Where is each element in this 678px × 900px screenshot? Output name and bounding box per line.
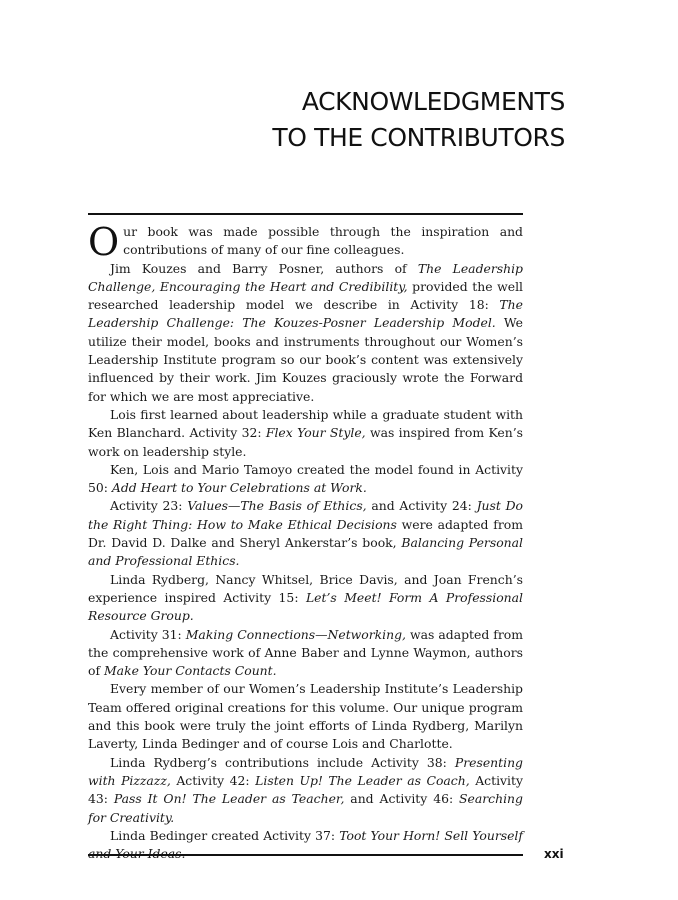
italic-title: The Leadership Challenge, Encouraging the Heart and Credibility, bbox=[88, 260, 523, 294]
italic-title: Balancing Personal and Professional Ethics. bbox=[88, 535, 523, 569]
text-run: Every member of our Women’s Leadership Institute’s Leadership Team offered original creations for this volume. Our unique program and this book were truly the joint efforts of Linda Rydberg, Marilyn Laverty, Linda Bedinger and of course Lois and Charlotte. bbox=[88, 681, 523, 752]
italic-title: Making Connections—Networking, bbox=[185, 626, 406, 642]
text-run: provided the well researched leadership model we describe in Activity 18: bbox=[88, 278, 523, 313]
paragraph-3 bbox=[88, 406, 523, 461]
paragraph-4 bbox=[88, 461, 523, 498]
text-run: was inspired from Ken’s work on leadership style. bbox=[88, 425, 523, 459]
paragraph-7 bbox=[88, 626, 523, 681]
top-rule bbox=[88, 213, 523, 215]
text-run: were adapted from Dr. David D. Dalke and Sheryl Ankerstar’s book, bbox=[88, 516, 523, 551]
text-run: Ken, Lois and Mario Tamoyo created the model found in Activity 50: bbox=[88, 461, 523, 496]
text-run: Activity 31: bbox=[110, 626, 186, 642]
text-run: Lois first learned about leadership while a graduate student with Ken Blanchard. Activity 32: bbox=[88, 406, 523, 441]
italic-title: Values—The Basis of Ethics, bbox=[187, 498, 367, 514]
italic-title: Pass It On! The Leader as Teacher, bbox=[113, 791, 345, 807]
paragraph-9 bbox=[88, 754, 523, 827]
text-run: was adapted from the comprehensive work of Anne Baber and Lynne Waymon, authors of bbox=[88, 626, 523, 679]
text-run: Jim Kouzes and Barry Posner, authors of bbox=[110, 260, 418, 276]
italic-title: Listen Up! The Leader as Coach, bbox=[255, 772, 470, 788]
italic-title: The Leadership Challenge: The Kouzes-Posner Leadership Model. bbox=[88, 297, 523, 331]
title-line-2: TO THE CONTRIBUTORS bbox=[272, 123, 565, 152]
paragraph-1-text: ur book was made possible through the inspiration and contributions of many of our fine colleagues. bbox=[123, 224, 523, 258]
italic-title: Just Do the Right Thing: How to Make Ethical Decisions bbox=[88, 498, 523, 532]
bottom-rule bbox=[88, 854, 523, 856]
text-run: Activity 42: bbox=[170, 772, 256, 788]
italic-title: Let’s Meet! Form A Professional Resource Group. bbox=[88, 589, 523, 624]
paragraph-10 bbox=[88, 827, 523, 864]
text-run: Activity 43: bbox=[88, 772, 523, 807]
paragraph-6 bbox=[88, 571, 523, 626]
title-line-1: ACKNOWLEDGMENTS bbox=[301, 87, 565, 116]
drop-cap: O bbox=[88, 220, 120, 264]
text-run: Linda Rydberg’s contributions include Activity 38: bbox=[110, 754, 455, 770]
paragraph-5 bbox=[88, 497, 523, 570]
text-run: We utilize their model, books and instruments throughout our Women’s Leadership Institute program so our book’s content was extensively influenced by their work. Jim Kouzes graciously wrote the Forward for which we are most appreciative. bbox=[88, 315, 523, 404]
page-number: xxi bbox=[544, 847, 564, 861]
paragraph-8 bbox=[88, 680, 523, 753]
text-run: and Activity 46: bbox=[344, 791, 460, 807]
italic-title: Toot Your Horn! Sell Yourself bbox=[339, 827, 523, 843]
text-run: Linda Bedinger created Activity 37: bbox=[110, 827, 340, 843]
text-run: Linda Rydberg, Nancy Whitsel, Brice Davis, and Joan French’s experience inspired Activity 15: bbox=[88, 571, 523, 605]
paragraph-2 bbox=[88, 260, 523, 406]
italic-title: Presenting with Pizzazz, bbox=[88, 754, 523, 788]
text-run: and Activity 24: bbox=[366, 498, 477, 514]
italic-title: Flex Your Style, bbox=[265, 425, 366, 441]
italic-title: Make Your Contacts Count. bbox=[104, 663, 277, 679]
italic-title: Add Heart to Your Celebrations at Work. bbox=[111, 480, 367, 496]
body-text bbox=[88, 220, 523, 863]
italic-title: Searching for Creativity. bbox=[88, 791, 523, 825]
page-title bbox=[272, 84, 565, 156]
paragraph-1 bbox=[88, 220, 523, 264]
text-run: Activity 23: bbox=[110, 498, 188, 514]
